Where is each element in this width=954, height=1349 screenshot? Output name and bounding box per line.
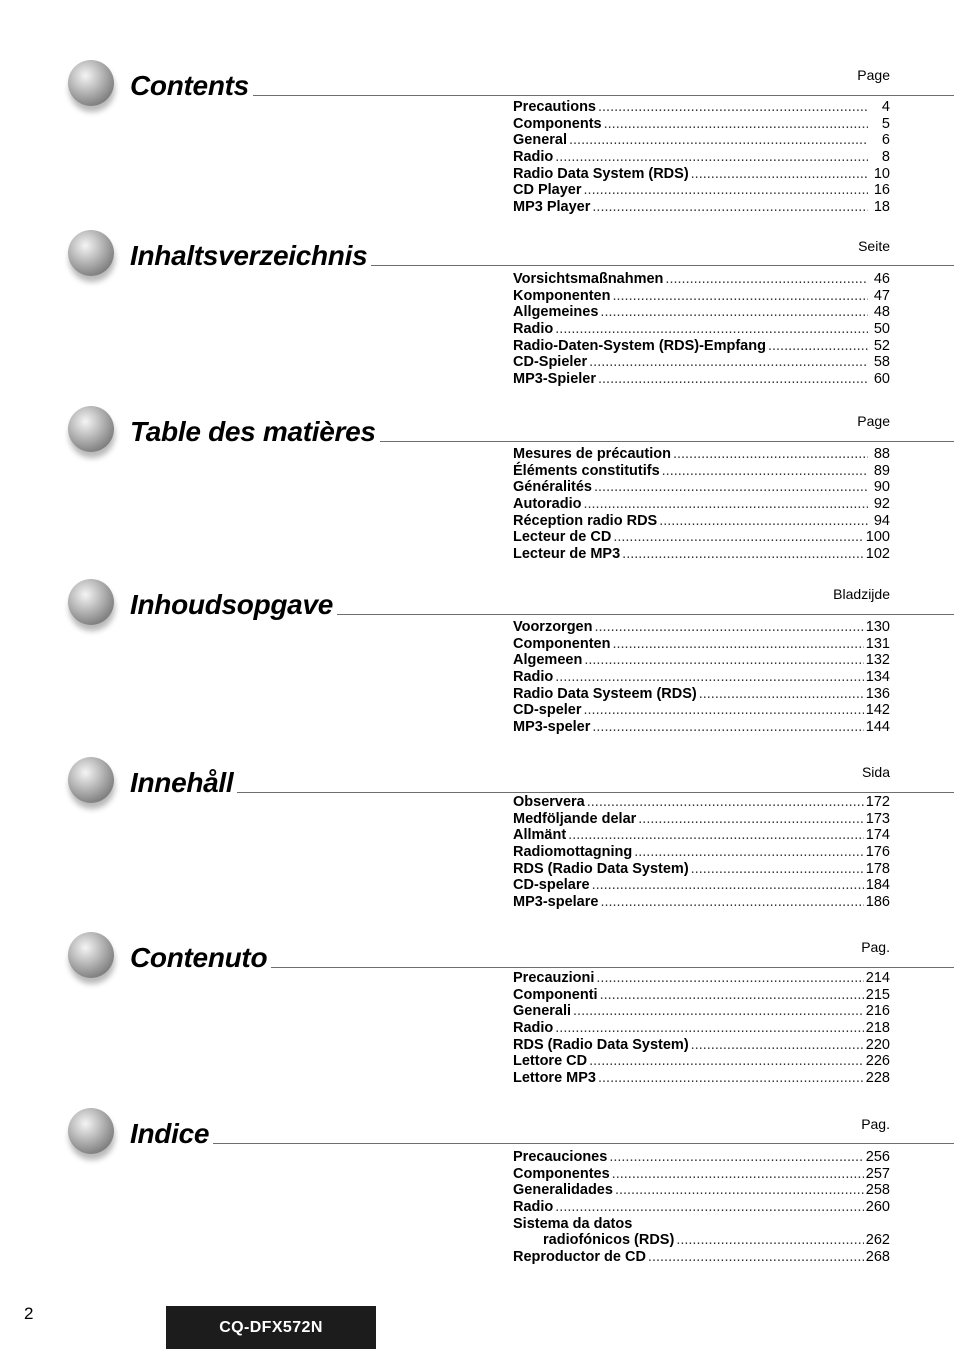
dot-leader [589, 1053, 864, 1070]
toc-entry [513, 1249, 890, 1266]
toc-entry-page: 16 [873, 182, 890, 199]
toc-entry-label: Algemeen [513, 652, 583, 669]
toc-entry [513, 199, 890, 216]
page-column-label: Sida [861, 764, 890, 780]
toc-entry-page: 4 [881, 99, 890, 115]
toc-entry-label: Allmänt [513, 827, 567, 844]
toc-entry [513, 513, 890, 530]
toc-entry-label: Precautions [513, 99, 596, 115]
toc-entry-label: Éléments constitutifs [513, 462, 660, 479]
dot-leader [569, 132, 868, 149]
dot-leader [691, 166, 868, 183]
toc-entry-label: Componentes [513, 1165, 610, 1182]
toc-entry-label: RDS (Radio Data System) [513, 1036, 689, 1053]
toc-entry-page: 136 [865, 685, 890, 702]
toc-entry [513, 636, 890, 653]
page-column-label: Page [857, 413, 890, 429]
toc-entry-label: Radio [513, 1199, 554, 1216]
toc-entry-label: MP3-speler [513, 719, 591, 736]
toc-entry [513, 463, 890, 480]
toc-entry-label: CD-Spieler [513, 354, 588, 371]
model-label: CQ-DFX572N [219, 1318, 323, 1336]
toc-entry [513, 321, 890, 338]
toc-entry-page: 186 [865, 894, 890, 911]
toc-entry [513, 877, 890, 894]
dot-leader [594, 619, 863, 636]
toc-entry [513, 1182, 890, 1199]
bullet-sphere-icon [68, 230, 114, 276]
toc-entry-page: 144 [865, 719, 890, 736]
toc-entry-label: Autoradio [513, 496, 582, 513]
dot-leader [648, 1249, 864, 1266]
toc-entry-label: Radiomottagning [513, 844, 633, 861]
heading-rule [237, 792, 954, 793]
toc-entry-page: 172 [865, 794, 890, 810]
toc-entry-page: 18 [873, 199, 890, 216]
toc-entry [513, 546, 890, 563]
toc-entry-label: Radio [513, 669, 554, 686]
bullet-sphere-icon [68, 932, 114, 978]
dot-leader [568, 827, 864, 844]
toc-entry [513, 496, 890, 513]
section-heading: Table des matières [130, 416, 376, 447]
bullet-sphere-icon [68, 579, 114, 625]
toc-entry [513, 1216, 890, 1233]
toc-list [513, 99, 890, 216]
dot-leader [699, 686, 864, 703]
dot-leader [555, 321, 868, 338]
toc-entry [513, 99, 890, 116]
toc-entry-page: 220 [865, 1036, 890, 1053]
toc-entry-page: 260 [865, 1199, 890, 1216]
dot-leader [592, 199, 868, 216]
toc-entry-label: Radio [513, 1020, 554, 1037]
toc-entry [513, 794, 890, 811]
toc-entry-page: 258 [865, 1182, 890, 1199]
toc-entry-page: 58 [873, 354, 890, 371]
dot-leader [638, 811, 864, 828]
section-heading: Contents [130, 70, 249, 101]
dot-leader [592, 877, 864, 894]
toc-entry-label: Reproductor de CD [513, 1249, 646, 1266]
dot-leader [615, 1182, 864, 1199]
heading-rule [337, 614, 954, 615]
toc-entry [513, 861, 890, 878]
page-column-label: Pag. [861, 939, 890, 955]
toc-entry-page: 257 [865, 1165, 890, 1182]
toc-entry [513, 529, 890, 546]
toc-entry-page: 216 [865, 1003, 890, 1020]
dot-leader [555, 1199, 864, 1216]
dot-leader [691, 1037, 864, 1054]
toc-entry-label: Voorzorgen [513, 619, 593, 635]
toc-entry [513, 669, 890, 686]
toc-entry [513, 479, 890, 496]
toc-entry-label: Componenti [513, 986, 598, 1003]
toc-entry [513, 652, 890, 669]
toc-entry-page: 47 [873, 287, 890, 304]
toc-entry-page: 173 [865, 810, 890, 827]
heading-rule [271, 967, 954, 968]
section-heading: Inhoudsopgave [130, 589, 333, 620]
toc-entry-label: Mesures de précaution [513, 446, 671, 462]
dot-leader [612, 636, 863, 653]
toc-entry-label: Radio-Daten-System (RDS)-Empfang [513, 337, 766, 354]
dot-leader [598, 1070, 864, 1087]
toc-entry-label: Radio Data Systeem (RDS) [513, 685, 697, 702]
toc-entry-page: 48 [873, 304, 890, 321]
toc-entry-label: Allgemeines [513, 304, 599, 321]
toc-entry [513, 182, 890, 199]
dot-leader [594, 479, 868, 496]
page-column-label: Bladzijde [833, 586, 890, 602]
toc-entry-page: 6 [881, 132, 890, 149]
toc-entry [513, 1070, 890, 1087]
dot-leader [592, 719, 863, 736]
toc-entry-label: radiofónicos (RDS) [543, 1232, 675, 1249]
toc-entry-page: 142 [865, 702, 890, 719]
toc-entry [513, 844, 890, 861]
toc-entry-label: Componenten [513, 635, 611, 652]
toc-list [513, 446, 890, 563]
toc-entry-label: Radio Data System (RDS) [513, 165, 689, 182]
dot-leader [584, 702, 864, 719]
model-badge [166, 1306, 376, 1349]
toc-entry-page: 262 [865, 1232, 890, 1249]
toc-entry-page: 226 [865, 1053, 890, 1070]
toc-entry-label: Generali [513, 1003, 572, 1020]
page-column-label: Pag. [861, 1116, 890, 1132]
toc-entry-page: 52 [873, 337, 890, 354]
toc-list [513, 794, 890, 911]
toc-entry [513, 1003, 890, 1020]
dot-leader [768, 338, 868, 355]
toc-entry-label: Radio [513, 149, 554, 166]
toc-entry [513, 1037, 890, 1054]
dot-leader [691, 861, 864, 878]
dot-leader [596, 970, 863, 987]
toc-entry-page: 89 [873, 462, 890, 479]
toc-entry [513, 304, 890, 321]
toc-entry-page: 88 [873, 446, 890, 462]
section-heading: Indice [130, 1118, 210, 1149]
toc-entry [513, 149, 890, 166]
dot-leader [665, 271, 868, 288]
heading-rule [371, 265, 954, 266]
toc-entry-label: RDS (Radio Data System) [513, 860, 689, 877]
toc-entry-page: 132 [865, 652, 890, 669]
toc-entry-label: Radio [513, 321, 554, 338]
toc-entry-page: 218 [865, 1020, 890, 1037]
toc-entry [513, 1053, 890, 1070]
toc-entry-label: Components [513, 115, 602, 132]
toc-entry-page: 10 [873, 165, 890, 182]
toc-entry [513, 987, 890, 1004]
toc-entry-page: 214 [865, 970, 890, 986]
toc-entry-page: 134 [865, 669, 890, 686]
toc-entry [513, 702, 890, 719]
dot-leader [598, 99, 868, 116]
dot-leader [584, 182, 868, 199]
page-column-label: Page [857, 67, 890, 83]
toc-entry [513, 288, 890, 305]
toc-list [513, 970, 890, 1087]
bullet-sphere-icon [68, 1108, 114, 1154]
toc-entry-label: CD Player [513, 182, 582, 199]
toc-entry-page: 176 [865, 844, 890, 861]
toc-entry-label: Precauzioni [513, 970, 595, 986]
toc-entry [513, 116, 890, 133]
toc-entry-page: 100 [865, 529, 890, 546]
bullet-sphere-icon [68, 406, 114, 452]
toc-entry-page: 46 [873, 271, 890, 287]
toc-entry-label: Lettore CD [513, 1053, 588, 1070]
dot-leader [555, 1020, 864, 1037]
toc-entry-page: 92 [873, 496, 890, 513]
toc-entry [513, 1020, 890, 1037]
toc-entry [513, 371, 890, 388]
bullet-sphere-icon [68, 757, 114, 803]
toc-entry-page: 268 [865, 1249, 890, 1266]
toc-list [513, 1149, 890, 1266]
toc-entry-label: Generalidades [513, 1182, 613, 1199]
toc-entry [513, 1232, 890, 1249]
toc-entry [513, 354, 890, 371]
heading-rule [213, 1143, 954, 1144]
toc-entry [513, 719, 890, 736]
section-heading: Contenuto [130, 942, 268, 973]
dot-leader [613, 529, 863, 546]
toc-entry-page: 215 [865, 986, 890, 1003]
toc-entry-page: 5 [881, 115, 890, 132]
toc-entry [513, 811, 890, 828]
toc-list [513, 619, 890, 736]
toc-entry-label: MP3-spelare [513, 894, 599, 911]
toc-entry-label: CD-spelare [513, 877, 590, 894]
toc-entry-label: Généralités [513, 479, 592, 496]
dot-leader [600, 894, 863, 911]
dot-leader [573, 1003, 864, 1020]
toc-entry [513, 827, 890, 844]
toc-entry-page: 256 [865, 1149, 890, 1165]
toc-entry [513, 271, 890, 288]
dot-leader [634, 844, 864, 861]
toc-entry-label: Lecteur de CD [513, 529, 612, 546]
toc-entry-page: 60 [873, 371, 890, 388]
toc-entry [513, 132, 890, 149]
toc-entry-label: Lecteur de MP3 [513, 546, 621, 563]
toc-entry-page: 8 [881, 149, 890, 166]
toc-entry [513, 686, 890, 703]
dot-leader [555, 149, 868, 166]
toc-entry-label: Lettore MP3 [513, 1070, 596, 1087]
toc-entry-label: Vorsichtsmaßnahmen [513, 271, 664, 287]
dot-leader [587, 794, 864, 811]
dot-leader [583, 496, 868, 513]
toc-entry [513, 894, 890, 911]
dot-leader [612, 288, 868, 305]
toc-entry-page: 94 [873, 512, 890, 529]
toc-entry [513, 619, 890, 636]
bullet-sphere-icon [68, 60, 114, 106]
toc-entry-page: 228 [865, 1070, 890, 1087]
toc-entry [513, 970, 890, 987]
toc-entry-page: 184 [865, 877, 890, 894]
toc-entry-page: 50 [873, 321, 890, 338]
dot-leader [609, 1149, 863, 1166]
section-heading: Innehåll [130, 767, 234, 798]
toc-entry-label: CD-speler [513, 702, 582, 719]
toc-entry-page: 131 [865, 635, 890, 652]
heading-rule [253, 95, 954, 96]
toc-entry-label: Réception radio RDS [513, 512, 658, 529]
toc-entry [513, 1149, 890, 1166]
dot-leader [598, 371, 868, 388]
toc-entry-label: MP3 Player [513, 199, 591, 216]
dot-leader [622, 546, 864, 563]
toc-entry-label: Observera [513, 794, 585, 810]
toc-entry-label: Komponenten [513, 287, 611, 304]
dot-leader [584, 652, 863, 669]
dot-leader [659, 513, 868, 530]
toc-entry [513, 1166, 890, 1183]
toc-entry [513, 446, 890, 463]
dot-leader [604, 116, 868, 133]
toc-entry-page: 102 [865, 546, 890, 563]
dot-leader [600, 987, 864, 1004]
dot-leader [600, 304, 868, 321]
toc-entry-label: Medföljande delar [513, 810, 637, 827]
heading-rule [380, 441, 954, 442]
toc-list [513, 271, 890, 388]
toc-entry-page: 130 [865, 619, 890, 635]
toc-entry-label: Sistema da datos [513, 1215, 633, 1232]
toc-entry [513, 1199, 890, 1216]
toc-entry [513, 338, 890, 355]
section-heading: Inhaltsverzeichnis [130, 240, 368, 271]
toc-entry-label: MP3-Spieler [513, 371, 596, 388]
toc-entry-page: 178 [865, 860, 890, 877]
dot-leader [673, 446, 868, 463]
page-column-label: Seite [858, 238, 890, 254]
dot-leader [662, 463, 868, 480]
dot-leader [676, 1232, 863, 1249]
page-number: 2 [24, 1304, 34, 1323]
toc-entry-label: General [513, 132, 567, 149]
toc-entry-label: Precauciones [513, 1149, 608, 1165]
toc-entry-page: 90 [873, 479, 890, 496]
dot-leader [589, 354, 868, 371]
toc-entry-page: 174 [865, 827, 890, 844]
dot-leader [555, 669, 864, 686]
toc-entry [513, 166, 890, 183]
dot-leader [612, 1166, 864, 1183]
